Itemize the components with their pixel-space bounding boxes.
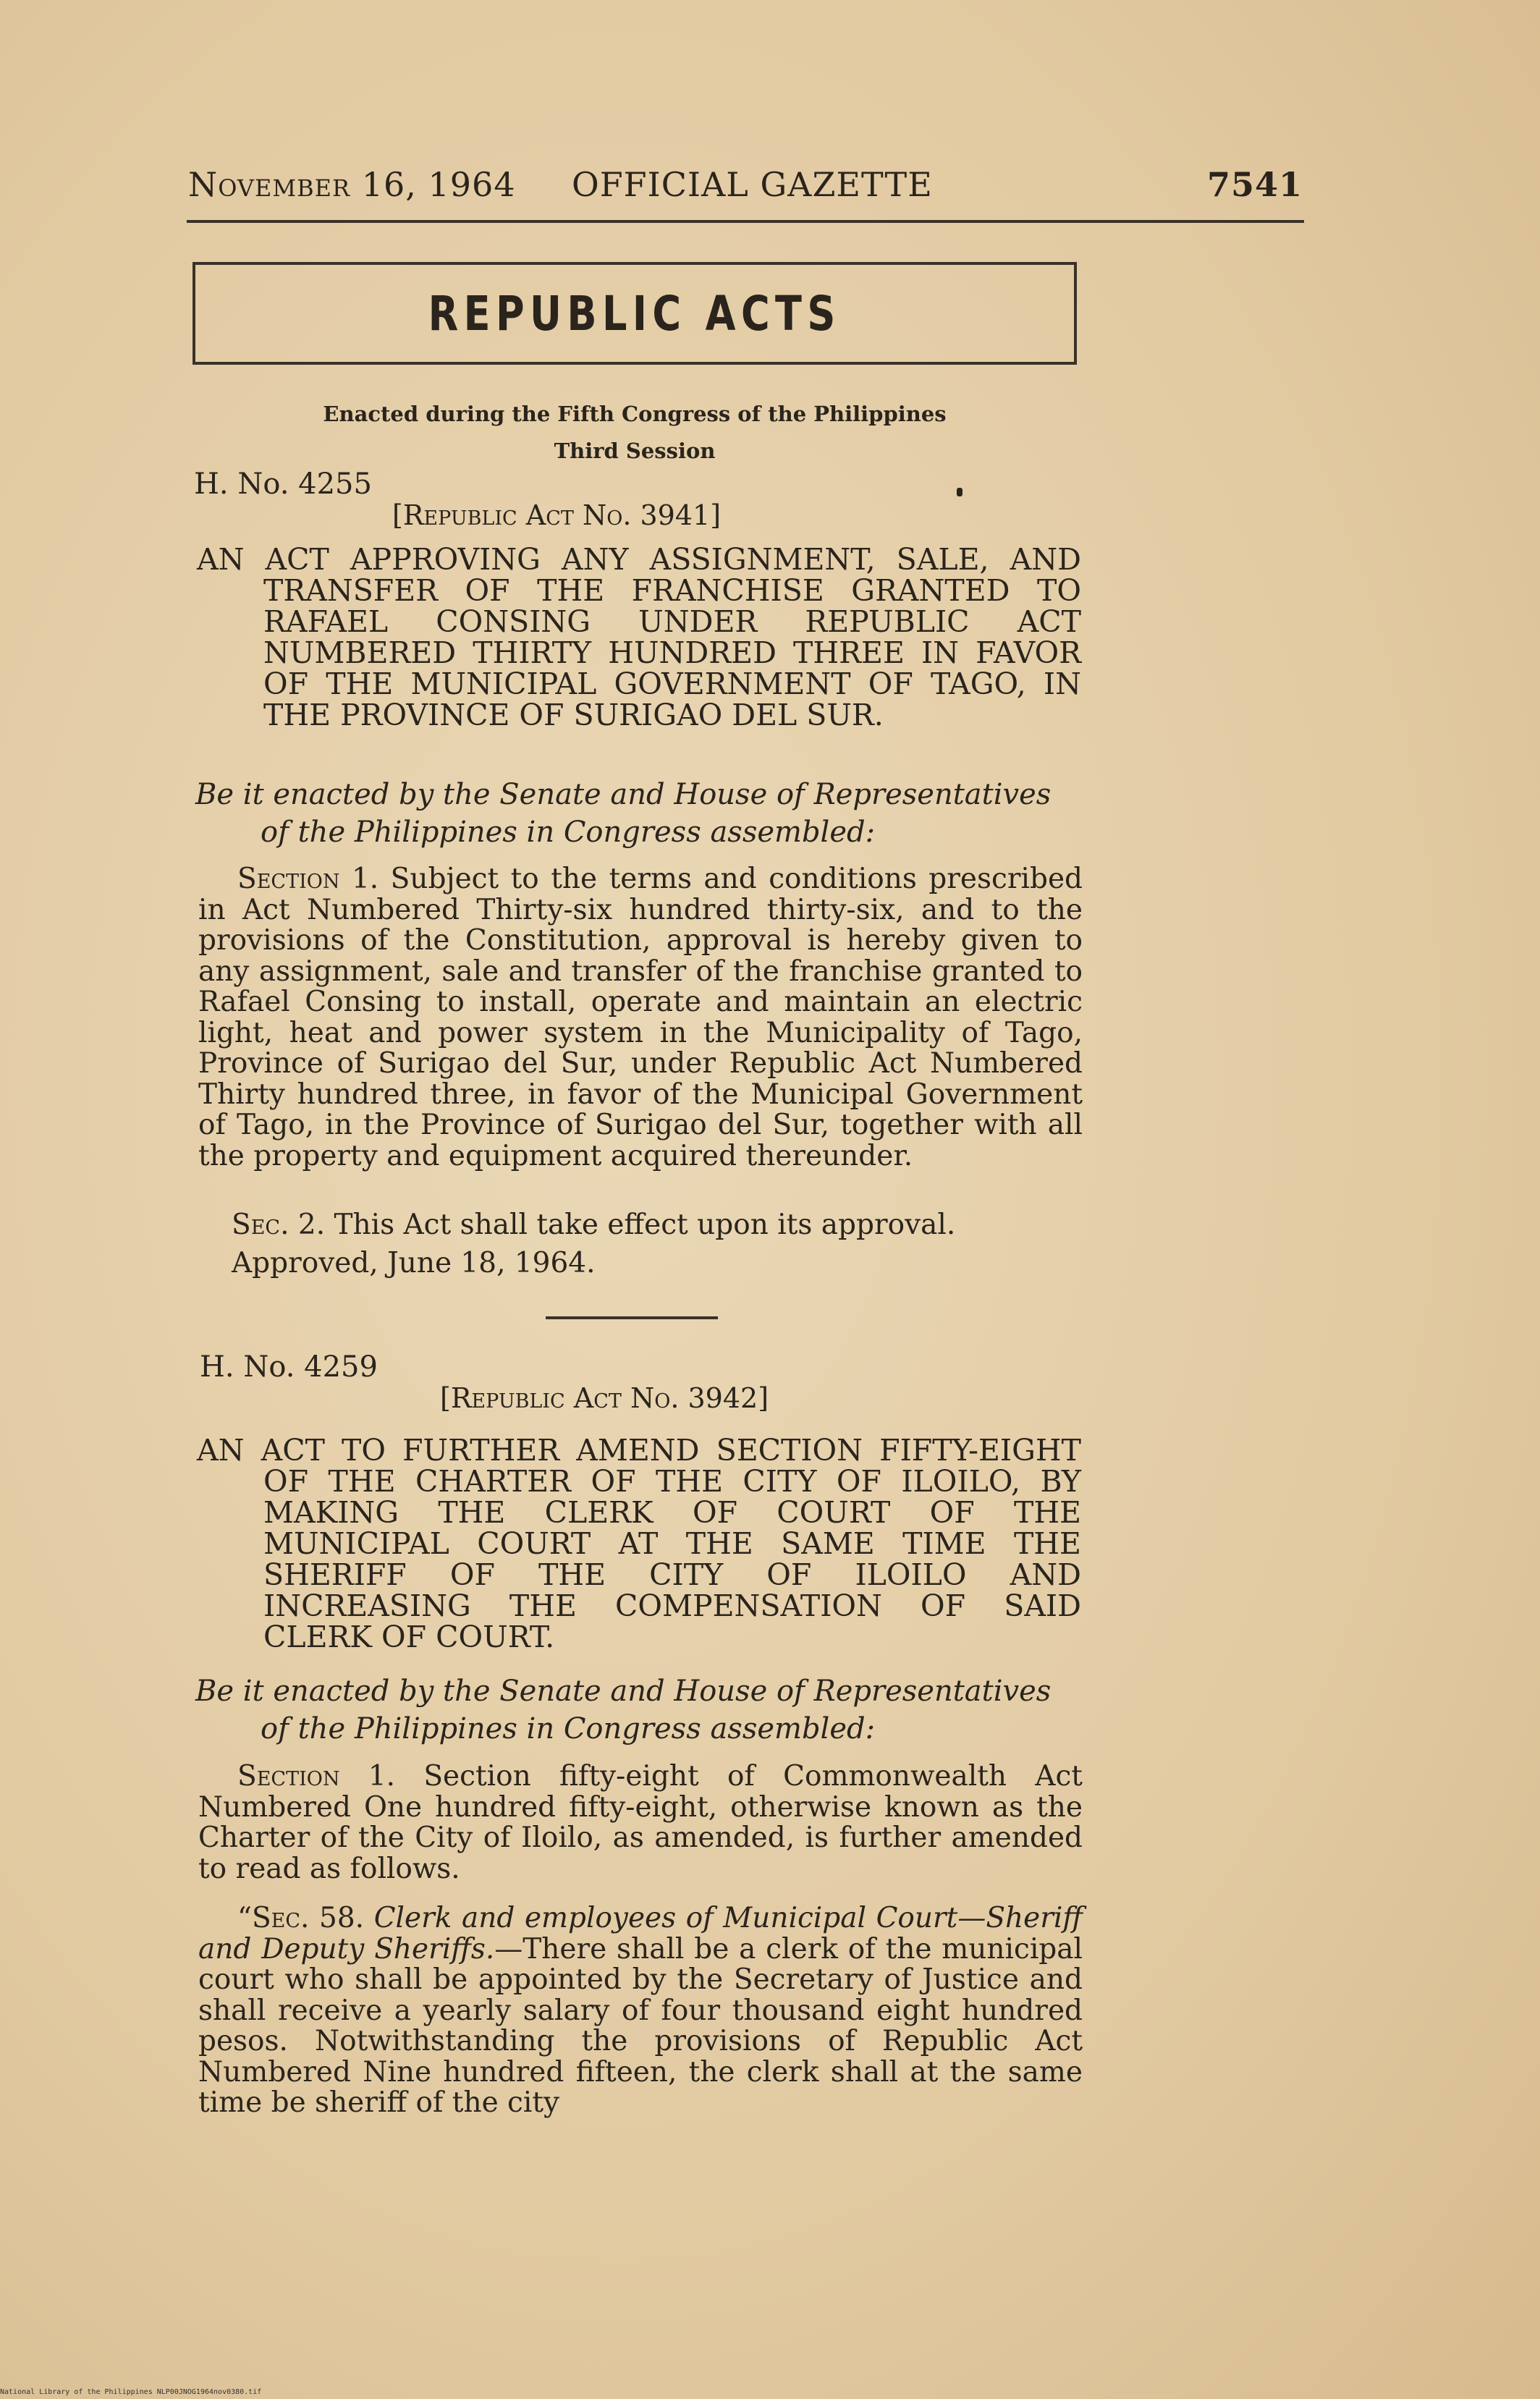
republic-act-number: [Republic Act No. 3941]: [392, 499, 722, 531]
section-title-box: [192, 262, 1077, 365]
section-label: Section 1.: [237, 1760, 396, 1793]
act-divider: [546, 1316, 718, 1319]
section-text: Section fifty-eight of Commonwealth Act Numbered One hundred fifty-eight, otherwise known as the Charter of the City of Iloilo, as amended, is further amended to read as follows.: [198, 1760, 1083, 1885]
session-label: Third Session: [554, 439, 716, 463]
publication-title: OFFICIAL GAZETTE: [572, 165, 933, 204]
republic-act-number: [Republic Act No. 3942]: [440, 1382, 769, 1414]
enacted-note: Enacted during the Fifth Congress of the Philippines: [323, 402, 947, 426]
section-heading: Clerk and employees of Municipal Court—Sheriff and Deputy Sheriffs.: [198, 1902, 1083, 1966]
enacting-clause: [195, 1672, 1080, 1748]
section-2: [232, 1209, 955, 1241]
act-title: [197, 544, 1081, 731]
section-label: “Sec. 58.: [237, 1902, 365, 1934]
house-bill-number: H. No. 4259: [200, 1350, 378, 1384]
section-text: —There shall be a clerk of the municipal court who shall be appointed by the Secretary of Justice and shall receive a yearly salary of four thousand eight hundred pesos. Notwithstanding the provisions of Republic Act Numbered Nine hundred fifteen, the clerk shall at the same time be sheriff of the city: [198, 1932, 1083, 2119]
section-1: [198, 1761, 1083, 1884]
section-label: Section 1.: [237, 863, 379, 895]
page-number: 7541: [1206, 165, 1303, 204]
enacting-clause: [195, 776, 1080, 851]
section-title: REPUBLIC ACTS: [428, 285, 842, 342]
header-date: November 16, 1964: [188, 165, 516, 204]
section-58: [198, 1903, 1083, 2119]
act-title-text: AN ACT APPROVING ANY ASSIGNMENT, SALE, AND TRANSFER OF THE FRANCHISE GRANTED TO RAFAEL CONSING UNDER REPUBLIC ACT NUMBERED THIRTY HUNDRED THREE IN FAVOR OF THE MUNICIPAL GOVERNMENT OF TAGO, IN THE PROVINCE OF SURIGAO DEL SUR.: [197, 542, 1081, 732]
approval-date: Approved, June 18, 1964.: [232, 1247, 596, 1279]
ink-dot: [957, 488, 962, 496]
enacting-clause-text: Be it enacted by the Senate and House of Representatives of the Philippines in Congress assembled:: [195, 778, 1052, 849]
section-1: [198, 864, 1083, 1172]
enacting-clause-text: Be it enacted by the Senate and House of Representatives of the Philippines in Congress assembled:: [195, 1675, 1052, 1746]
page-header: [188, 165, 1303, 208]
header-rule: [187, 220, 1304, 223]
section-text: Subject to the terms and conditions prescribed in Act Numbered Thirty-six hundred thirty-six, and to the provisions of the Constitution, approval is hereby given to any assignment, sale and transfer of the franchise granted to Rafael Consing to install, operate and maintain an electric light, heat and power system in the Municipality of Tago, Province of Surigao del Sur, under Republic Act Numbered Thirty hundred three, in favor of the Municipal Government of Tago, in the Province of Surigao del Sur, together with all the property and equipment acquired thereunder.: [198, 863, 1083, 1172]
section-text: This Act shall take effect upon its approval.: [334, 1209, 956, 1241]
act-title: [197, 1435, 1081, 1653]
scan-footer: National Library of the Philippines NLP00JNOG1964nov0380.tif: [0, 2388, 262, 2396]
house-bill-number: H. No. 4255: [194, 467, 372, 501]
section-label: Sec. 2.: [232, 1209, 326, 1241]
act-title-text: AN ACT TO FURTHER AMEND SECTION FIFTY-EIGHT OF THE CHARTER OF THE CITY OF ILOILO, BY MAKING THE CLERK OF COURT OF THE MUNICIPAL COURT AT THE SAME TIME THE SHERIFF OF THE CITY OF ILOILO AND INCREASING THE COMPENSATION OF SAID CLERK OF COURT.: [197, 1433, 1081, 1654]
